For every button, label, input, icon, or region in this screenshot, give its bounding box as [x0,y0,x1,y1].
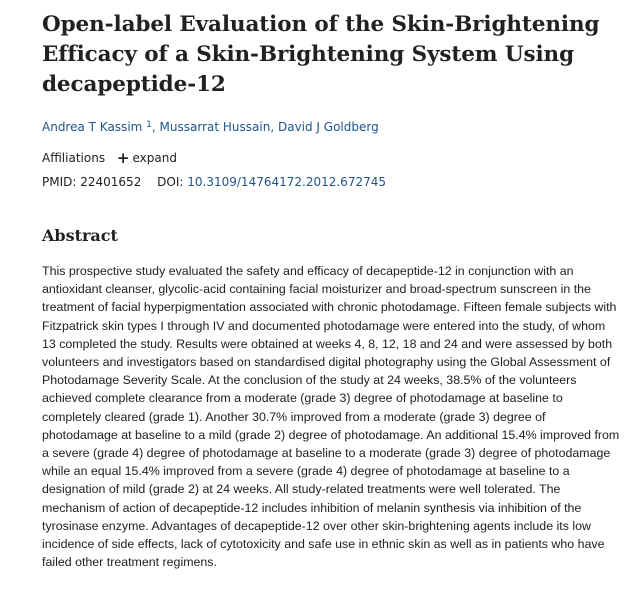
author-separator: , [151,120,160,134]
abstract-heading: Abstract [42,226,118,245]
author-link-1[interactable]: Andrea T Kassim [42,120,143,134]
abstract-text: This prospective study evaluated the safety and efficacy of decapeptide-12 in conjunction with an antioxidant cleanser, glycolic-acid containing facial moisturizer and broad-spectrum sunscreen in the treatment of facial hyperpigmentation associated with chronic photodamage. Fifteen female subjects with Fitzpatrick skin types I through IV and documented photodamage were entered into the study, of whom 13 completed the study. Results were obtained at weeks 4, 8, 12, 18 and 24 and were assessed by both volunteers and investigators based on standardised digital photography using the Global Assessment of Photodamage Severity Scale. At the conclusion of the study at 24 weeks, 38.5% of the volunteers achieved complete clearance from a moderate (grade 3) degree of photodamage at baseline to completely cleared (grade 1). Another 30.7% improved from a moderate (grade 3) degree of photodamage at baseline to a mild (grade 2) degree of photodamage. An additional 15.4% improved from a severe (grade 4) degree of photodamage at baseline to a moderate (grade 3) degree of photodamage while an equal 15.4% improved from a severe (grade 4) degree of photodamage at baseline to a designation of mild (grade 2) at 24 weeks. All study-related treatments were well tolerated. The mechanism of action of decapeptide-12 includes inhibition of melanin synthesis via inhibition of the tyrosinase enzyme. Advantages of decapeptide-12 over other skin-brightening agents include its low incidence of side effects, lack of cytotoxicity and safe use in ethnic skin as well as in patients who have failed other treatment regimens. [42,264,620,570]
expand-label: expand [132,151,177,165]
affiliations-label: Affiliations [42,151,106,165]
pmid-value: 22401652 [80,175,142,189]
pmid-label: PMID: [42,175,77,189]
author-list [42,116,379,136]
affiliations-row [42,149,177,167]
identifiers-row [42,173,386,191]
author-separator: , [270,120,278,134]
plus-icon: + [116,149,130,167]
doi-label: DOI: [157,175,184,189]
author-link-2[interactable]: Mussarrat Hussain [159,120,271,134]
affiliation-ref-link[interactable]: 1 [146,120,152,130]
expand-affiliations-button[interactable] [117,151,177,165]
doi-link[interactable]: 10.3109/14764172.2012.672745 [187,175,386,189]
article-title: Open-label Evaluation of the Skin-Brightening Efficacy of a Skin-Brightening System Using decapeptide-12 [42,12,600,97]
author-link-3[interactable]: David J Goldberg [277,120,379,134]
